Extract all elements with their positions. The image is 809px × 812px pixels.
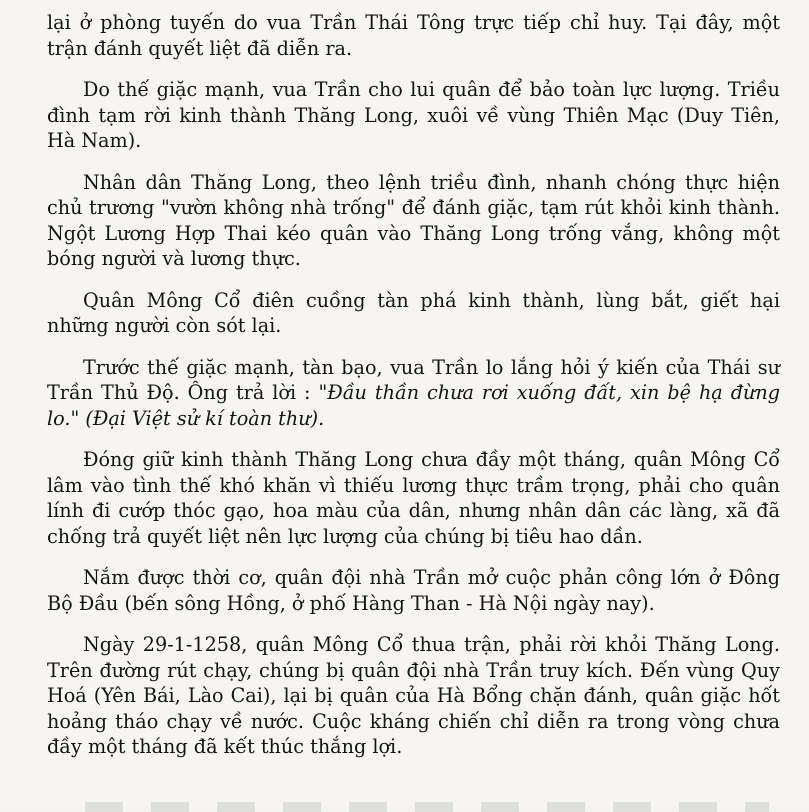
paragraph-5-source: (Đại Việt sử kí toàn thư). (85, 406, 325, 430)
paragraph-2: Do thế giặc mạnh, vua Trần cho lui quân để bảo toàn lực lượng. Triều đình tạm rời kinh thành Thăng Long, xuôi về vùng Thiên Mạc (Duy Tiên, Hà Nam). (47, 78, 780, 152)
paragraph-5-quote: "Đầu thần chưa rơi xuống đất, xin bệ hạ đừng lo." (47, 381, 780, 430)
paragraph-5 (47, 355, 780, 432)
paragraph-3: Nhân dân Thăng Long, theo lệnh triều đình, nhanh chóng thực hiện chủ trương "vườn không nhà trống" để đánh giặc, tạm rút khỏi kinh thành. Ngột Lương Hợp Thai kéo quân vào Thăng Long trống vắng, không một bóng người và lương thực. (47, 170, 780, 270)
paragraph-7: Nắm được thời cơ, quân đội nhà Trần mở cuộc phản công lớn ở Đông Bộ Đầu (bến sông Hồng, ở phố Hàng Than - Hà Nội ngày nay). (47, 566, 780, 615)
paragraph-1: lại ở phòng tuyến do vua Trần Thái Tông trực tiếp chỉ huy. Tại đây, một trận đánh quyết liệt đã diễn ra. (47, 11, 780, 60)
cut-off-text-line (85, 802, 769, 812)
paragraph-6: Đóng giữ kinh thành Thăng Long chưa đầy một tháng, quân Mông Cổ lâm vào tình thế khó khăn vì thiếu lương thực trầm trọng, phải cho quân lính đi cướp thóc gạo, hoa màu của dân, nhưng nhân dân các làng, xã đã chống trả quyết liệt nên lực lượng của chúng bị tiêu hao dần. (47, 448, 780, 548)
paragraph-8: Ngày 29-1-1258, quân Mông Cổ thua trận, phải rời khỏi Thăng Long. Trên đường rút chạy, chúng bị quân đội nhà Trần truy kích. Đến vùng Quy Hoá (Yên Bái, Lào Cai), lại bị quân của Hà Bổng chặn đánh, quân giặc hốt hoảng tháo chạy về nước. Cuộc kháng chiến chỉ diễn ra trong vòng chưa đầy một tháng đã kết thúc thắng lợi. (47, 633, 780, 758)
paragraph-5-text: Trước thế giặc mạnh, tàn bạo, vua Trần lo lắng hỏi ý kiến của Thái sư Trần Thủ Độ. Ông trả lời : (47, 355, 780, 404)
body-text (47, 10, 780, 776)
paragraph-4: Quân Mông Cổ điên cuồng tàn phá kinh thành, lùng bắt, giết hại những người còn sót lại. (47, 288, 780, 337)
